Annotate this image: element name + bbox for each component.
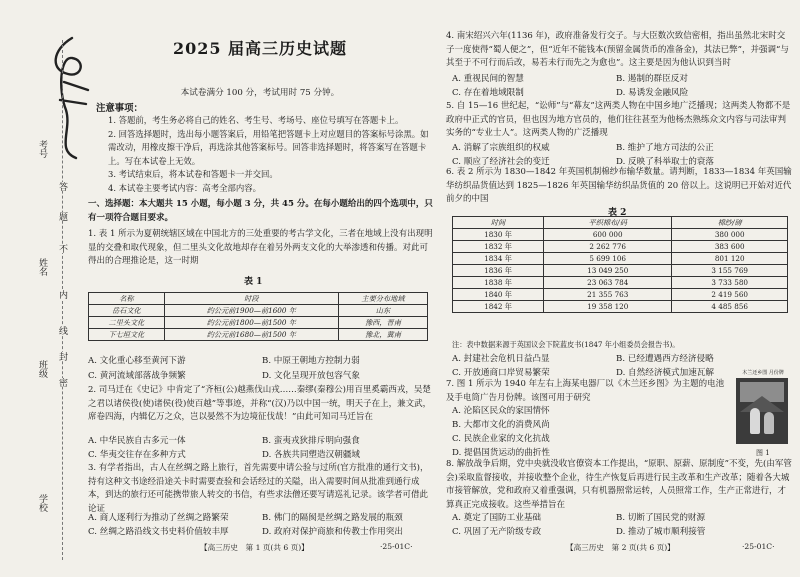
note-item: 3. 考试结束后，将本试卷和答题卡一并交回。 <box>108 169 278 180</box>
table-2 <box>452 216 788 313</box>
q6-option-d[interactable]: D. 自然经济模式加速瓦解 <box>616 368 714 378</box>
table-row <box>89 305 428 317</box>
footer-left: 【高三历史 第 1 页(共 6 页)】 <box>200 543 309 552</box>
class-label: 班级 <box>37 360 47 378</box>
question-6-stem: 6. 表 2 所示为 1830—1842 年英国机制棉纱布输华数量。请判断，1833—1834 年英国输华纺织品货值达到 1825—1826 年英国输华纺织品货值的 20 倍以上。这说明已开始对近代前夕的中国 <box>446 167 792 205</box>
table-cell: 约公元前1900—前1600 年 <box>164 305 338 317</box>
seal-mark: 线 <box>57 326 67 335</box>
table-row <box>453 253 788 265</box>
q5-option-c[interactable]: C. 顺应了经济社会的变迁 <box>452 157 550 167</box>
q8-option-c[interactable]: C. 巩固了无产阶级专政 <box>452 527 542 537</box>
q2-option-a[interactable]: A. 中华民族自古多元一体 <box>88 436 186 446</box>
q5-option-b[interactable]: B. 维护了地方司法的公正 <box>616 143 714 153</box>
footer-right: 【高三历史 第 2 页(共 6 页)】 <box>566 543 675 552</box>
q8-option-d[interactable]: D. 推动了城市顺利接管 <box>616 527 706 537</box>
q6-option-c[interactable]: C. 开放通商口岸贸易繁荣 <box>452 368 550 378</box>
table-cell: 1838 年 <box>453 277 544 289</box>
table-cell: 801 120 <box>672 253 788 265</box>
name-label: 姓名 <box>37 258 47 276</box>
q7-option-a[interactable]: A. 沦陷区民众的家国情怀 <box>452 406 550 416</box>
question-3-stem: 3. 有学者指出，古人在丝绸之路上旅行，首先需要申请公验与过所(官方批准的通行文书)，持有这种文书途经沿途关卡时需要查验和会话经过的关隘，出入需要时间从批准到通行成本，到达的旅行还可能携带旅人转交的书信，有些求法僧还要写请巡礼记录。该学者可借此论证 <box>88 463 429 514</box>
seal-line <box>62 40 63 560</box>
table-row <box>453 301 788 313</box>
table-header: 名称 <box>89 293 165 305</box>
notes-heading: 注意事项： <box>96 103 143 114</box>
table-cell: 下七垣文化 <box>89 329 165 341</box>
table-cell: 二里头文化 <box>89 317 165 329</box>
q1-option-a[interactable]: A. 文化重心移至黄河下游 <box>88 356 186 366</box>
table-cell: 1840 年 <box>453 289 544 301</box>
table-cell: 1836 年 <box>453 265 544 277</box>
table-row <box>89 329 428 341</box>
table-cell: 1842 年 <box>453 301 544 313</box>
q3-option-a[interactable]: A. 商人逐利行为推动了丝绸之路繁荣 <box>88 513 229 523</box>
question-4-stem: 4. 南宋绍兴六年(1136 年)，政府准备发行交子。与大臣数次致信密相，指出虽然北宋时交子一度使得“蜀人便之”，但“近年不能钱本(预留金属货币的准备金)，其法已弊”，并强调“与其至于不可行而后改，易若未行而先之为愈也”。这主要是因为他认识到当时 <box>446 31 789 69</box>
q4-option-b[interactable]: B. 遏制的群臣反对 <box>616 74 688 84</box>
q8-option-a[interactable]: A. 奠定了国防工业基础 <box>452 513 542 523</box>
table-row <box>453 229 788 241</box>
q6-option-b[interactable]: B. 已经遭遇西方经济侵略 <box>616 354 714 364</box>
table-header: 时间 <box>453 217 544 229</box>
note-item: 2. 回答选择题时，选出每小题答案后，用铅笔把答题卡上对应题目的答案标号涂黑。如需改动，用橡皮擦干净后，再选涂其他答案标号。回答非选择题时，将答案写在答题卡上。写在本试卷上无效。 <box>108 128 429 166</box>
q1-option-c[interactable]: C. 黄河流域部落战争频繁 <box>88 371 186 381</box>
figure-1-title: 木兰还乡图 月份牌 <box>742 370 784 376</box>
q4-option-a[interactable]: A. 重视民间的智慧 <box>452 74 524 84</box>
table-cell: 3 155 769 <box>672 265 788 277</box>
table-header: 棉纱/磅 <box>672 217 788 229</box>
table-cell: 5 699 106 <box>544 253 672 265</box>
table-1-title: 表 1 <box>244 277 263 287</box>
table-2-note: 注：表中数据来源于英国议会下院蓝皮书(1847 年小组委员会报告书)。 <box>452 340 680 349</box>
table-cell: 1832 年 <box>453 241 544 253</box>
table-cell: 1830 年 <box>453 229 544 241</box>
question-2-stem: 2. 司马迁在《史记》中肯定了“齐桓(公)越燕伐山戎……秦缪(秦穆公)用百里奚霸西戎，吴楚之君以诸侯役(使)诸侯(役)使百越”等事迹，并称“(汉)乃以中国一统，明天子在上，兼文武，席卷四海，内辑亿万之众，岂以晏然不为边境征伐哉！”由此可知司马迁旨在 <box>88 385 432 423</box>
q4-option-c[interactable]: C. 存在着地域限制 <box>452 88 524 98</box>
q7-option-b[interactable]: B. 大都市文化的消费风尚 <box>452 420 550 430</box>
table-header: 平织棉布/码 <box>544 217 672 229</box>
table-row <box>453 241 788 253</box>
q5-option-d[interactable]: D. 反映了科举取士的衰落 <box>616 157 714 167</box>
seal-mark: 题 <box>57 212 67 221</box>
school-label: 学校 <box>37 494 47 512</box>
table-cell: 23 063 784 <box>544 277 672 289</box>
table-row <box>453 277 788 289</box>
table-cell: 4 485 856 <box>672 301 788 313</box>
table-row <box>89 317 428 329</box>
table-cell: 19 358 120 <box>544 301 672 313</box>
table-cell: 3 733 580 <box>672 277 788 289</box>
table-2-title: 表 2 <box>608 208 627 218</box>
q2-option-c[interactable]: C. 华夷交往存在多种方式 <box>88 450 186 460</box>
table-row <box>453 265 788 277</box>
table-cell: 2 262 776 <box>544 241 672 253</box>
seal-mark: 答 <box>57 182 67 191</box>
q1-option-d[interactable]: D. 文化呈现开放包容气象 <box>262 371 360 381</box>
figure-1-poster <box>736 378 788 444</box>
q3-option-c[interactable]: C. 丝绸之路沿线文书史料价值较丰厚 <box>88 527 229 537</box>
table-cell: 约公元前1800—前1500 年 <box>164 317 338 329</box>
table-cell: 岳石文化 <box>89 305 165 317</box>
note-item: 1. 答题前，考生务必将自己的姓名、考生号、考场号、座位号填写在答题卡上。 <box>108 115 404 125</box>
exam-no-label: 考号 <box>37 140 47 158</box>
table-header: 时段 <box>164 293 338 305</box>
section-heading: 一、选择题：本大题共 15 小题，每小题 3 分，共 45 分。在每小题给出的四个选项中，只有一项符合题目要求。 <box>88 199 433 223</box>
table-cell: 豫西，晋南 <box>338 317 427 329</box>
table-cell: 600 000 <box>544 229 672 241</box>
exam-intro: 本试卷满分 100 分，考试用时 75 分钟。 <box>180 88 340 98</box>
seal-mark: 封 <box>57 352 67 361</box>
q4-option-d[interactable]: D. 易诱发金融风险 <box>616 88 689 98</box>
q2-option-d[interactable]: D. 各族共同塑造汉朝疆域 <box>262 450 360 460</box>
table-cell: 21 355 763 <box>544 289 672 301</box>
code-right: ·25-01C· <box>742 542 775 551</box>
q1-option-b[interactable]: B. 中原王朝地方控制力弱 <box>262 356 360 366</box>
question-7-stem: 7. 图 1 所示为 1940 年左右上海某电器厂以《木兰还乡图》为主题的电池及手电筒广告月份牌。该图可用于研究 <box>446 379 725 403</box>
seal-mark: 密 <box>57 378 67 387</box>
question-8-stem: 8. 解放战争后期，党中央就没收官僚资本工作提出，“原职、原薪、原制度”不变，先(由军管会)采取监督接收，并接收整个企业，待生产恢复后再进行民主改革和生产改革；随着各大城市接管解放，党和政府又着重强调，只有机器照常运转，人员照常工作，生产正常进行，才算真正完成接收。这些举措旨在 <box>446 459 792 510</box>
q5-option-a[interactable]: A. 消解了宗族组织的权威 <box>452 143 550 153</box>
table-cell: 山东 <box>338 305 427 317</box>
table-cell: 豫北，冀南 <box>338 329 427 341</box>
q3-option-d[interactable]: D. 政府对保护商旅和传教士作用突出 <box>262 527 403 537</box>
question-5-stem: 5. 自 15—16 世纪起，“讼师”与“幕友”这两类人物在中国乡地广泛播现；这两类人物都不是政府中正式的官员，但也因为地方官员的，他们往往甚至为他杨杰熟练众文内容与司法审判实务的“专业士人”。这两类人物的广泛播现 <box>446 101 791 139</box>
exam-title: 2025 届高三历史试题 <box>172 39 348 58</box>
table-header: 主要分布地域 <box>338 293 427 305</box>
table-row <box>453 289 788 301</box>
table-cell: 1834 年 <box>453 253 544 265</box>
question-1-stem: 1. 表 1 所示为夏朝统辖区域在中国北方的三处重要的考古学文化，三者在地域上没有出现明显的交叠和取代现象，但二里头文化故地却存在着另外两支文化的大举渗透和传播。对此可得出的合理推论是，这一时期 <box>88 229 433 267</box>
seal-mark: 不 <box>57 244 67 253</box>
notes-list <box>108 114 436 196</box>
table-1 <box>88 292 428 341</box>
q6-option-a[interactable]: A. 封建社会危机日益凸显 <box>452 354 550 364</box>
seal-mark: 内 <box>57 290 67 299</box>
note-item: 4. 本试卷主要考试内容：高考全部内容。 <box>108 182 262 193</box>
table-cell: 2 419 560 <box>672 289 788 301</box>
q7-option-d[interactable]: D. 提倡国货运动的曲折性 <box>452 448 550 458</box>
code-left: ·25-01C· <box>380 542 413 551</box>
figure-1-caption: 图 1 <box>756 449 770 457</box>
binding-strip <box>0 0 78 577</box>
q2-option-b[interactable]: B. 蛮夷戎狄排斥明向强食 <box>262 436 360 446</box>
q7-option-c[interactable]: C. 民族企业家的文化抗战 <box>452 434 550 444</box>
table-cell: 13 049 250 <box>544 265 672 277</box>
q3-option-b[interactable]: B. 佛门的隔阂是丝绸之路发展的瓶颈 <box>262 513 403 523</box>
table-cell: 383 600 <box>672 241 788 253</box>
q8-option-b[interactable]: B. 切断了国民党的财源 <box>616 513 706 523</box>
table-cell: 380 000 <box>672 229 788 241</box>
table-cell: 约公元前1680—前1500 年 <box>164 329 338 341</box>
